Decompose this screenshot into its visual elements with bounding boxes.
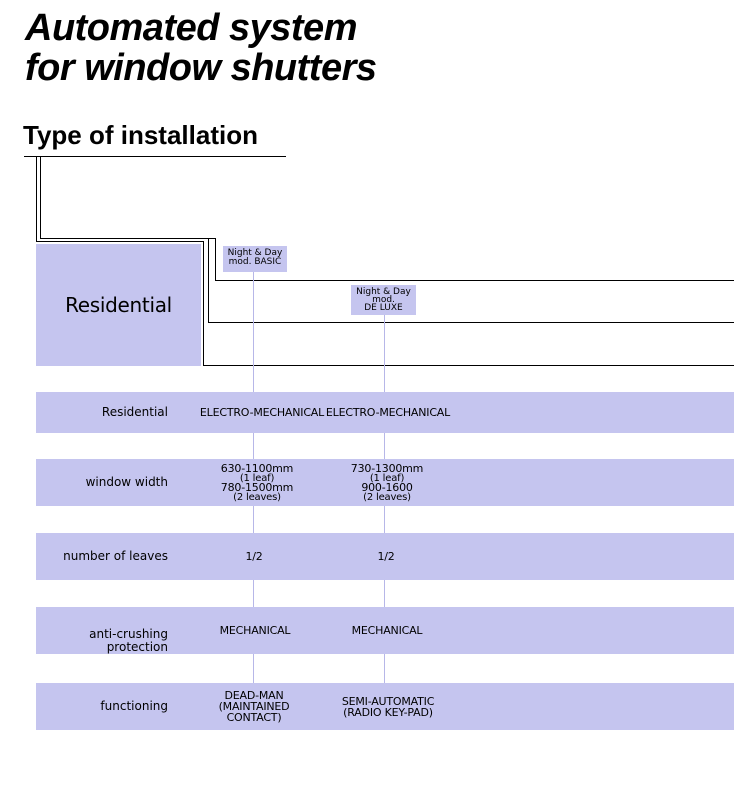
model-deluxe-line-2: mod. xyxy=(372,295,395,305)
model-basic-line-2: mod. BASIC xyxy=(228,257,282,267)
table-row xyxy=(36,459,734,506)
tree-branch-3 xyxy=(203,241,204,366)
section-title: Type of installation xyxy=(23,120,258,150)
tree-left-outer-line xyxy=(36,156,37,241)
title-line-1: Automated system xyxy=(25,7,357,49)
tree-branch-1 xyxy=(215,238,216,280)
row-label: Residential xyxy=(101,405,168,419)
tree-branch-2 xyxy=(208,238,209,322)
model-deluxe-line-1: Night & Day xyxy=(356,287,411,297)
column-guide-deluxe xyxy=(384,314,385,730)
branch-line-deluxe xyxy=(208,322,734,323)
table-row xyxy=(36,683,734,730)
cell-basic: DEAD-MAN (MAINTAINED CONTACT) xyxy=(218,689,290,724)
title-line-2: for window shutters xyxy=(25,47,377,89)
branch-line-basic xyxy=(215,280,734,281)
cell-deluxe: MECHANICAL xyxy=(351,623,423,637)
model-tag-basic xyxy=(223,246,287,272)
cell-basic: 630-1100mm (1 leaf) 780-1500mm (2 leaves) xyxy=(220,461,294,503)
model-basic-line-1: Night & Day xyxy=(227,248,283,258)
tree-mid-line xyxy=(40,238,216,239)
table-row xyxy=(36,607,734,654)
cell-deluxe: 730-1300mm (1 leaf) 900-1600 (2 leaves) xyxy=(350,461,424,503)
tree-top-line xyxy=(24,156,286,157)
page-title xyxy=(25,8,377,88)
cell-basic: 1/2 xyxy=(245,549,263,563)
tree-left-inner-line xyxy=(40,156,41,238)
row-label: anti-crushing protection xyxy=(89,627,168,654)
tree-mid-line-outer xyxy=(36,241,204,242)
row-label: functioning xyxy=(100,699,168,713)
cell-basic: ELECTRO-MECHANICAL xyxy=(199,405,325,419)
cell-basic: MECHANICAL xyxy=(219,623,291,637)
table-row xyxy=(36,392,734,433)
row-label: window width xyxy=(85,475,168,489)
model-deluxe-line-3: DE LUXE xyxy=(364,303,403,313)
cell-deluxe: ELECTRO-MECHANICAL xyxy=(325,405,451,419)
model-tag-deluxe xyxy=(351,285,416,315)
table-row xyxy=(36,533,734,580)
category-residential-box: Residential xyxy=(36,244,201,366)
branch-line-bottom xyxy=(203,365,734,366)
row-label: number of leaves xyxy=(63,549,168,563)
cell-deluxe: 1/2 xyxy=(377,549,395,563)
cell-deluxe: SEMI-AUTOMATIC (RADIO KEY-PAD) xyxy=(341,694,435,719)
